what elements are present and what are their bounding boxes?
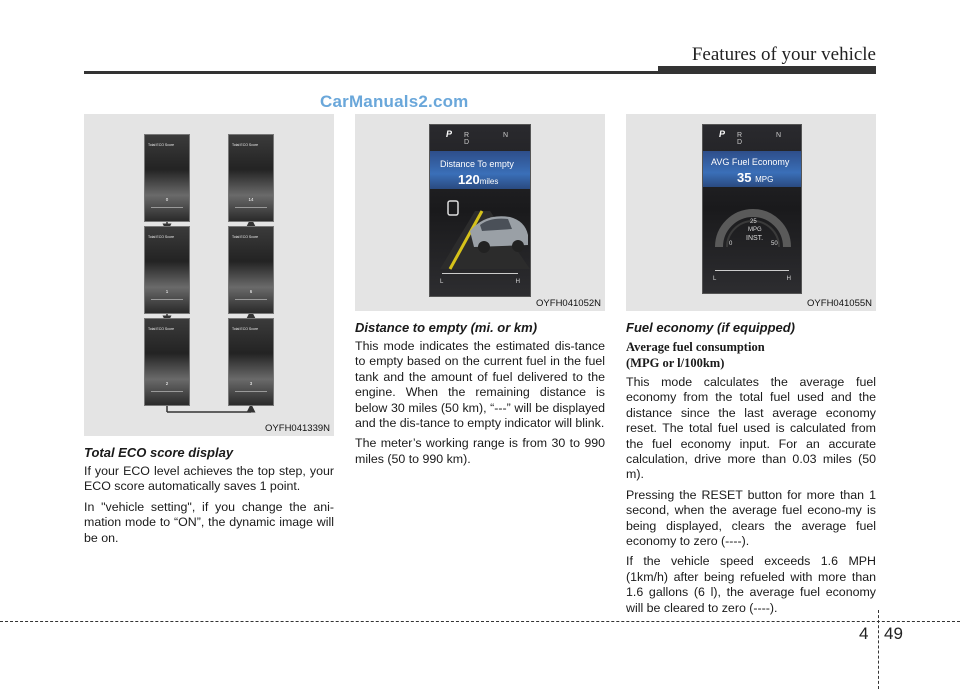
screen-value [458,172,498,187]
screen-value-unit: miles [479,177,499,186]
eco-screen-value: 1 [165,289,169,294]
gear-park-indicator: P [446,129,453,139]
screen-value-number: 120 [458,172,480,187]
screen-title: AVG Fuel Economy [711,157,790,167]
figure-code: OYFH041339N [265,423,330,434]
paragraph: The meter’s working range is from 30 to 990 miles (50 to 990 km). [355,436,605,466]
gauge-max: 50 [771,241,778,247]
eco-screen [144,318,190,406]
section-heading: Total ECO score display [84,445,234,460]
screen-value-number: 35 [737,170,752,185]
eco-screen-line [235,391,267,392]
screen-value-unit: MPG [755,175,774,184]
figure-code: OYFH041055N [807,298,872,309]
eco-screen-value: 0 [165,197,169,202]
eco-screen-value: 3 [249,381,253,386]
figure-distance-to-empty [355,114,605,311]
column-fuel-economy [626,114,876,621]
footer-divider [878,610,879,689]
eco-screen-label: Total ECO Score [148,143,175,147]
eco-screen [144,134,190,222]
fuel-scale [442,273,518,274]
header-rule-thick [658,66,876,74]
fuel-scale-low: L [440,279,444,285]
fuel-scale-high: H [515,279,520,285]
eco-screen [144,226,190,314]
header-rule [84,71,660,74]
column-distance-to-empty [355,114,605,472]
eco-screen [228,226,274,314]
paragraph: If the vehicle speed exceeds 1.6 MPH (1km/h) after being refueled with more than 1.6 gallons (6 l), the average fuel economy will be cleared to zero (----). [626,554,876,615]
fuel-scale-low: L [713,276,717,282]
watermark: CarManuals2.com [320,92,469,111]
eco-screen-line [235,299,267,300]
paragraph: This mode calculates the average fuel economy from the total fuel used and the distance since the last average economy reset. The total fuel used is calculated from the fuel economy input. For an accurate calculation, drive more than 0.03 miles (50 m). [626,375,876,482]
cluster-screen [429,124,531,297]
screen-title: Distance To empty [440,159,514,169]
section-heading: Distance to empty (mi. or km) [355,320,538,335]
eco-screen-label: Total ECO Score [148,327,175,331]
paragraph: This mode indicates the estimated dis-tance to empty based on the current fuel in the fuel tank and the amount of fuel delivered to the engine. When the remaining distance is below 30 miles (50 km), “---” will be displayed and the dis-tance to empty indicator will blink. [355,339,605,431]
paragraph: Pressing the RESET button for more than 1 second, when the average fuel econo-my is being displayed, clears the average fuel economy to zero (----). [626,487,876,549]
cluster-screen [702,124,802,294]
column-eco-score [84,114,334,551]
eco-flow-arrows [84,114,334,436]
car-road-graphic [430,191,532,271]
eco-screen-label: Total ECO Score [148,235,175,239]
screen-value [737,170,773,185]
eco-screen-label: Total ECO Score [232,327,259,331]
subheading-line2: (MPG or l/100km) [626,356,725,370]
eco-screen-label: Total ECO Score [232,143,259,147]
eco-screen-line [235,207,267,208]
gauge-min: 0 [729,241,733,247]
fuel-scale-high: H [786,276,791,282]
figure-code: OYFH041052N [536,298,601,309]
figure-fuel-economy [626,114,876,311]
eco-screen-value: 14 [248,197,254,202]
subheading-line1: Average fuel consumption [626,340,765,354]
page-number: 49 [884,624,903,643]
gauge-label: INST. [746,235,764,242]
eco-screen [228,134,274,222]
eco-screen-label: Total ECO Score [232,235,259,239]
eco-screen-value: 2 [165,381,169,386]
paragraph: If your ECO level achieves the top step, your ECO score automatically saves 1 point. [84,464,334,494]
eco-screen-line [151,207,183,208]
figure-eco-score [84,114,334,436]
eco-screen [228,318,274,406]
gauge-mid: 25 [750,219,757,225]
footer-rule [0,621,960,622]
gauge-unit: MPG [748,227,762,233]
page-header-title: Features of your vehicle [691,44,876,65]
fuel-pump-icon [448,201,458,215]
eco-screen-line [151,299,183,300]
eco-screen-line [151,391,183,392]
eco-screen-value: 6 [249,289,253,294]
gear-indicator: R N D [737,132,798,146]
fuel-scale [715,270,789,271]
section-number: 4 [859,624,869,643]
section-heading: Fuel economy (if equipped) [626,320,796,335]
gear-park-indicator: P [719,129,726,139]
gear-indicator: R N D [464,132,525,146]
paragraph: In "vehicle setting", if you change the ani-mation mode to “ON”, the dynamic image will be on. [84,499,334,545]
